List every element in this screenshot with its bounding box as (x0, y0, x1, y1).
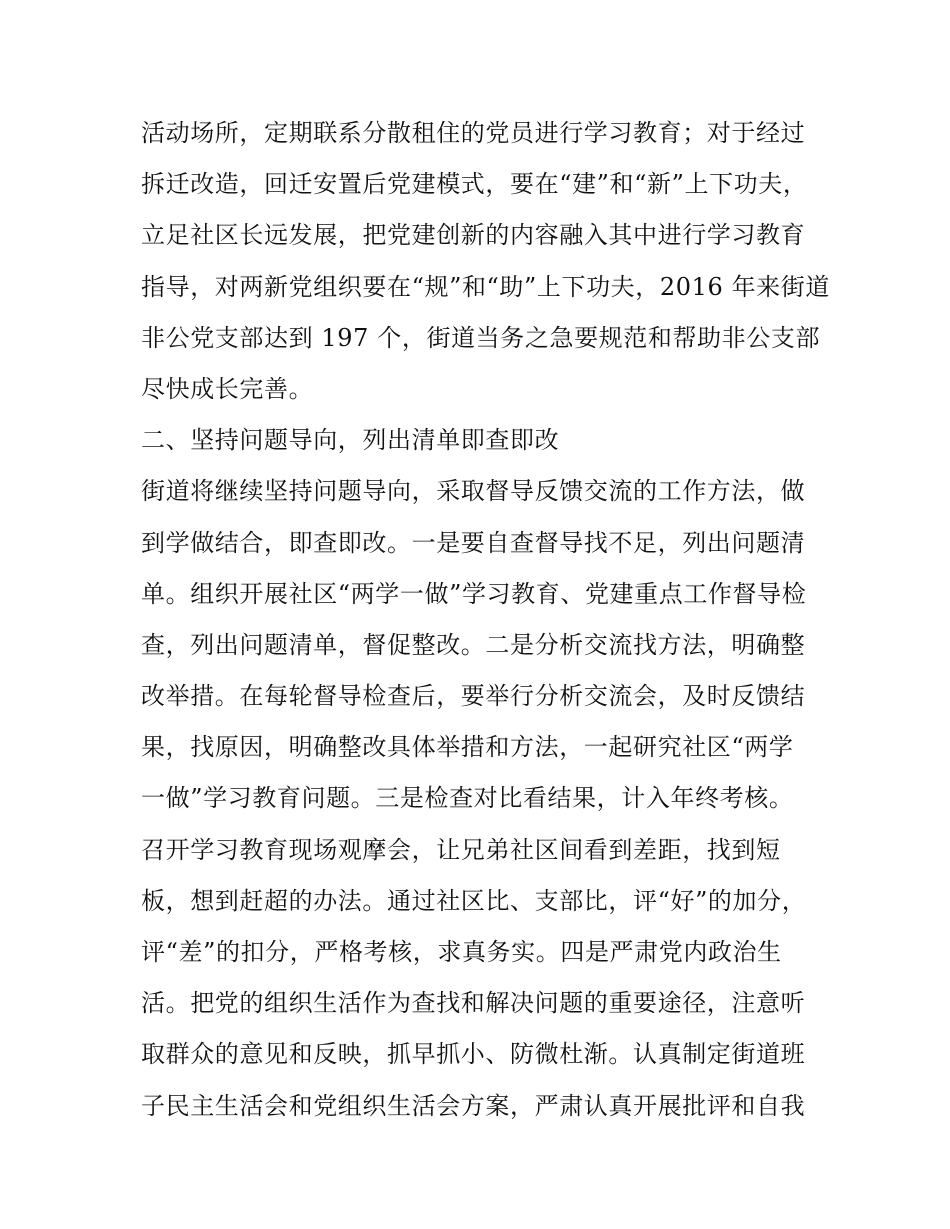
text-line: 改举措。在每轮督导检查后，要举行分析交流会，及时反馈结 (141, 682, 806, 711)
text-line: 到学做结合，即查即改。一是要自查督导找不足，列出问题清 (141, 528, 806, 557)
text-line: 活动场所，定期联系分散租住的党员进行学习教育；对于经过 (141, 119, 806, 147)
document-body (141, 108, 830, 1132)
text-line: 拆迁改造，回迁安置后党建模式，要在“建”和“新”上下功夫， (141, 170, 808, 199)
text-line: 板，想到赶超的办法。通过社区比、支部比，评“好”的加分， (141, 886, 807, 915)
text-line: 查，列出问题清单，督促整改。二是分析交流找方法，明确整 (141, 630, 806, 659)
text-line: 一做”学习教育问题。三是检查对比看结果，计入年终考核。 (141, 784, 794, 813)
text-line: 单。组织开展社区“两学一做”学习教育、党建重点工作督导检 (141, 579, 807, 608)
text-line: 非公党支部达到 197 个，街道当务之急要规范和帮助非公支部 (141, 323, 821, 352)
section-heading: 二、坚持问题导向，列出清单即查即改 (141, 426, 560, 455)
text-line: 子民主生活会和党组织生活会方案，严肃认真开展批评和自我 (141, 1091, 806, 1120)
text-line: 立足社区长远发展，把党建创新的内容融入其中进行学习教育 (141, 221, 806, 250)
text-line: 指导，对两新党组织要在“规”和“助”上下功夫，2016 年来街道 (141, 272, 830, 301)
text-line: 评“差”的扣分，严格考核，求真务实。四是严肃党内政治生 (141, 938, 782, 966)
text-line: 取群众的意见和反映，抓早抓小、防微杜渐。认真制定街道班 (141, 1040, 806, 1069)
text-line: 尽快成长完善。 (141, 374, 314, 403)
text-line: 召开学习教育现场观摩会，让兄弟社区间看到差距，找到短 (141, 835, 781, 864)
text-line: 活。把党的组织生活作为查找和解决问题的重要途径，注意听 (141, 989, 806, 1018)
text-line: 果，找原因，明确整改具体举措和方法，一起研究社区“两学 (141, 733, 794, 762)
text-line: 街道将继续坚持问题导向，采取督导反馈交流的工作方法，做 (141, 477, 806, 506)
